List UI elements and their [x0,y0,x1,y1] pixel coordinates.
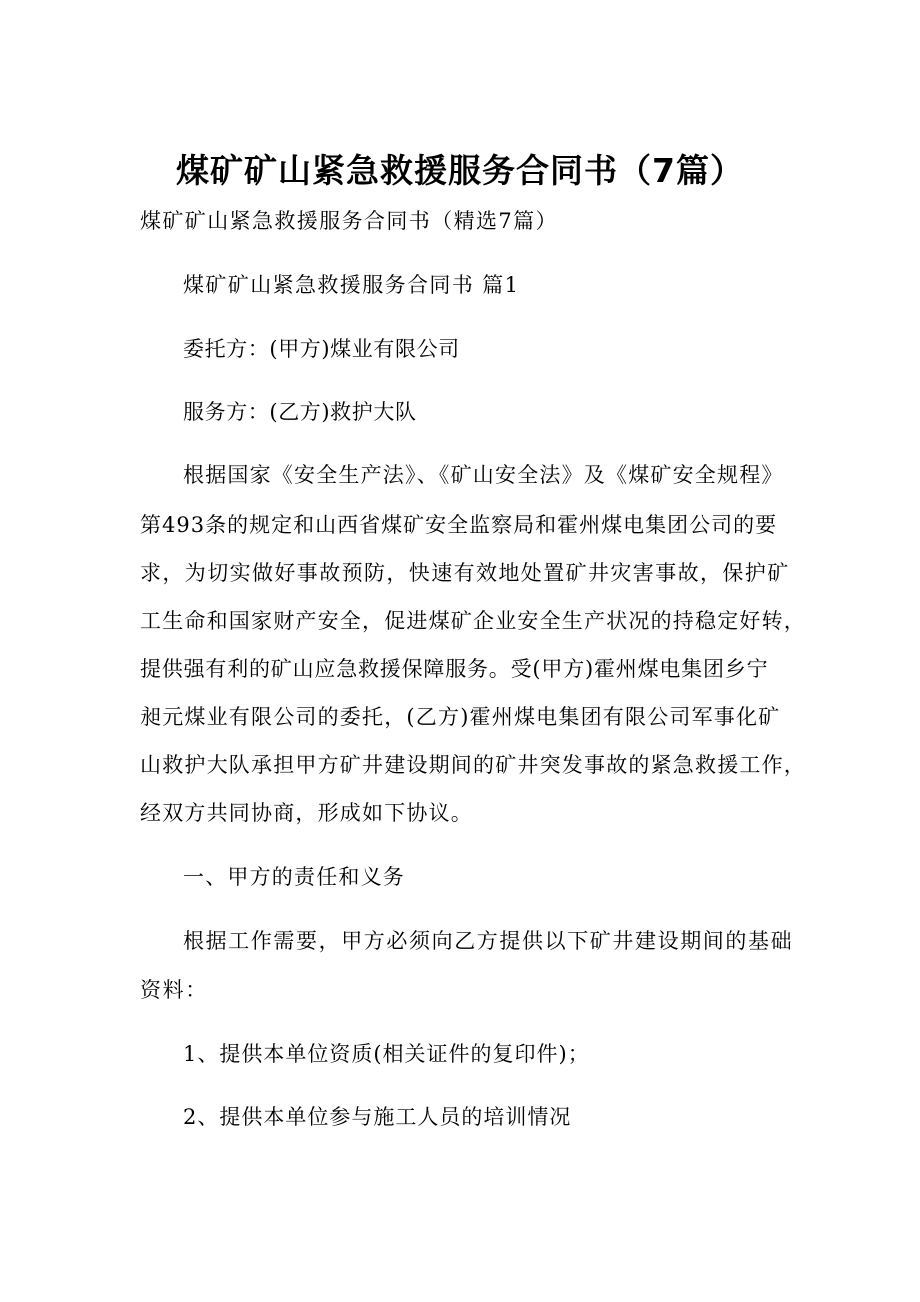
requirement-line: 资料： [140,978,208,1002]
section-one-heading: 一、甲方的责任和义务 [183,865,405,889]
list-item: 1、提供本单位资质(相关证件的复印件)； [183,1042,590,1066]
body-line: 山救护大队承担甲方矿井建设期间的矿井突发事故的紧急救援工作， [140,753,806,777]
body-line: 昶元煤业有限公司的委托，(乙方)霍州煤电集团有限公司军事化矿 [140,705,781,729]
list-item: 2、提供本单位参与施工人员的培训情况 [183,1105,572,1129]
document-title: 煤矿矿山紧急救援服务合同书（7篇） [176,151,744,190]
body-line: 求，为切实做好事故预防，快速有效地处置矿井灾害事故，保护矿 [140,561,790,585]
body-line: 经双方共同协商，形成如下协议。 [140,801,473,825]
party-b-line: 服务方：(乙方)救护大队 [183,400,417,424]
body-line: 第493条的规定和山西省煤矿安全监察局和霍州煤电集团公司的要 [140,513,778,537]
body-line: 工生命和国家财产安全，促进煤矿企业安全生产状况的持稳定好转， [140,609,806,633]
body-line: 提供强有利的矿山应急救援保障服务。受(甲方)霍州煤电集团乡宁 [140,657,769,681]
document-subtitle: 煤矿矿山紧急救援服务合同书（精选7篇） [140,209,558,233]
requirement-line: 根据工作需要，甲方必须向乙方提供以下矿井建设期间的基础 [183,929,794,953]
body-line: 根据国家《安全生产法》、《矿山安全法》及《煤矿安全规程》 [183,463,784,487]
party-a-line: 委托方：(甲方)煤业有限公司 [183,337,460,361]
section-heading: 煤矿矿山紧急救援服务合同书 篇1 [183,273,520,297]
